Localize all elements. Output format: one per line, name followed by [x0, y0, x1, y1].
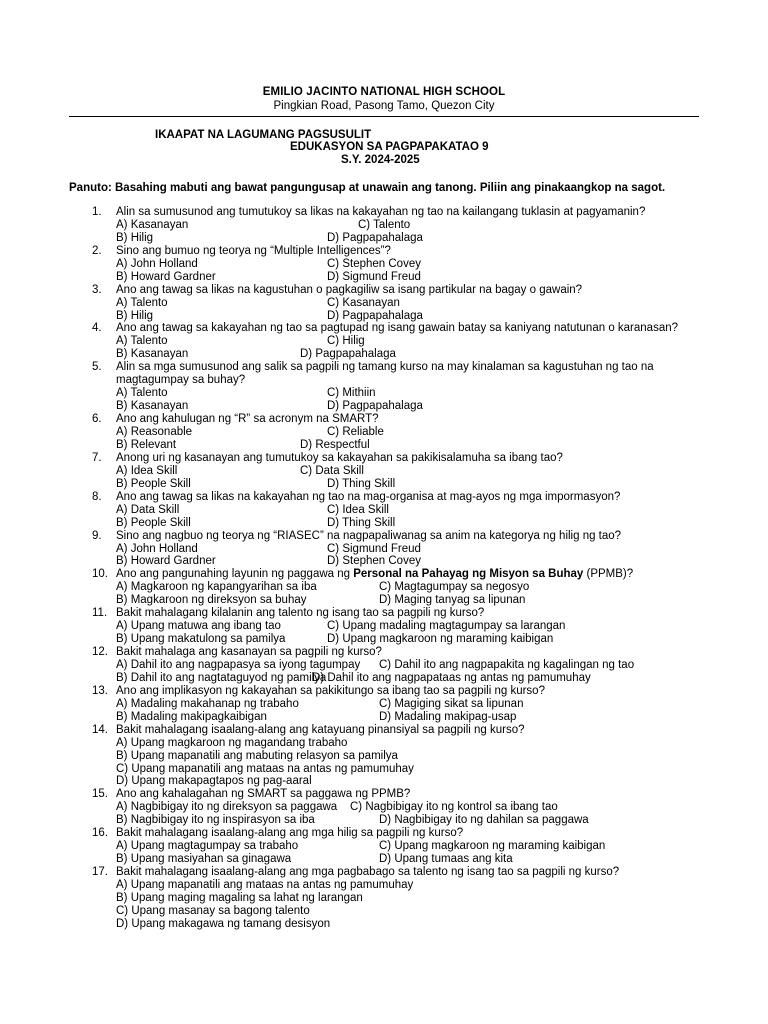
school-address: Pingkian Road, Pasong Tamo, Quezon City: [273, 100, 495, 112]
option-c: C) Mithiin: [327, 387, 376, 400]
option-a: A) Data Skill: [116, 503, 180, 516]
option-b: B) People Skill: [116, 477, 191, 490]
question-text: Sino ang nagbuo ng teorya ng “RIASEC” na nagpapaliwanag sa anim na kategorya ng hilig ng tao?: [116, 529, 622, 542]
option-d: D) Dahil ito ang nagpapataas ng antas ng pamumuhay: [312, 671, 591, 684]
question-number: 3.: [92, 283, 102, 296]
school-name: EMILIO JACINTO NATIONAL HIGH SCHOOL: [262, 86, 506, 98]
question-text-end: (PPMB)?: [583, 568, 634, 581]
question-text: Bakit mahalagang isaalang-alang ang katayuang pinansiyal sa pagpili ng kurso?: [116, 723, 525, 736]
option-c: C) Kasanayan: [327, 296, 400, 309]
option-a: A) Idea Skill: [116, 464, 178, 477]
header-divider: [69, 116, 699, 117]
option-b: B) Magkaroon ng direksyon sa buhay: [116, 594, 307, 607]
option-d: D) Sigmund Freud: [327, 270, 421, 283]
option-c: C) Stephen Covey: [327, 257, 421, 270]
option-d: D) Thing Skill: [327, 477, 396, 490]
question-text: Ano ang kahalagahan ng SMART sa paggawa ng PPMB?: [116, 788, 411, 801]
option-d: D) Upang tumaas ang kita: [379, 853, 513, 866]
question-item: [0, 206, 768, 245]
option-d: D) Pagpapahalaga: [300, 348, 396, 361]
option-b: B) Upang mapanatili ang mabuting relasyon sa pamilya: [116, 749, 398, 762]
question-text: Alin sa sumusunod ang tumutukoy sa likas na kakayahan ng tao na kailangang tuklasin at pagyamanin?: [116, 206, 646, 218]
option-b: B) Dahil ito ang nagtataguyod ng pamilya: [116, 671, 327, 684]
option-c: C) Upang mapanatili ang mataas na antas ng pamumuhay: [116, 762, 414, 775]
option-b: B) Hilig: [116, 231, 154, 244]
option-d: D) Maging tanyag sa lipunan: [379, 594, 526, 607]
question-text: Ano ang implikasyon ng kakayahan sa pakikitungo sa ibang tao sa pagpili ng kurso?: [116, 684, 545, 697]
option-c: C) Talento: [358, 218, 411, 231]
option-d: D) Upang makapagtapos ng pag-aaral: [116, 775, 312, 788]
exam-title: IKAAPAT NA LAGUMANG PAGSUSULIT: [155, 129, 372, 141]
option-a: A) Kasanayan: [116, 218, 189, 231]
option-c: C) Magiging sikat sa lipunan: [379, 697, 524, 710]
question-item: [0, 530, 768, 569]
option-a: A) Upang magtagumpay sa trabaho: [116, 840, 299, 853]
question-number: 11.: [92, 607, 108, 620]
school-year: S.Y. 2024-2025: [341, 154, 420, 166]
question-item: [0, 724, 768, 789]
option-b: B) People Skill: [116, 516, 191, 529]
option-b: B) Hilig: [116, 309, 154, 322]
question-item: [0, 788, 768, 827]
option-c: C) Nagbibigay ito ng kontrol sa ibang tao: [350, 801, 558, 814]
option-b: B) Relevant: [116, 438, 177, 451]
option-d: D) Pagpapahalaga: [327, 309, 423, 322]
question-number: 2.: [92, 244, 102, 257]
option-a: A) Talento: [116, 335, 168, 348]
option-d: D) Upang magkaroon ng maraming kaibigan: [327, 633, 554, 646]
question-item: [0, 284, 768, 323]
option-c: C) Upang madaling magtagumpay sa larangan: [327, 620, 566, 633]
subject-title: EDUKASYON SA PAGPAPAKATAO 9: [290, 141, 489, 153]
option-d: D) Nagbibigay ito ng dahilan sa paggawa: [379, 814, 589, 827]
option-c: C) Reliable: [327, 426, 384, 439]
question-number: 13.: [92, 684, 108, 697]
question-text: Alin sa mga sumusunod ang salik sa pagpili ng tamang kurso na may kinalaman sa kagustuhan ng tao na magtagumpay sa buhay?: [116, 361, 654, 387]
question-item: [0, 568, 768, 607]
option-c: C) Magtagumpay sa negosyo: [379, 581, 530, 594]
option-b: B) Kasanayan: [116, 348, 189, 361]
option-a: A) Reasonable: [116, 426, 193, 439]
question-text: Bakit mahalaga ang kasanayan sa pagpili ng kurso?: [116, 646, 382, 659]
option-d: D) Upang makagawa ng tamang desisyon: [116, 917, 331, 930]
option-c: C) Data Skill: [300, 464, 364, 477]
question-text: Ano ang tawag sa likas na kakayahan ng tao na mag-organisa at mag-ayos ng mga impormasyon?: [116, 490, 621, 503]
option-a: A) Talento: [116, 387, 168, 400]
option-b: B) Howard Gardner: [116, 270, 216, 283]
option-b: B) Upang masiyahan sa ginagawa: [116, 853, 292, 866]
question-number: 1.: [92, 206, 102, 218]
question-number: 6.: [92, 413, 102, 426]
instructions: Panuto: Basahing mabuti ang bawat pangungusap at unawain ang tanong. Piliin ang pinakaangkop na sagot.: [69, 182, 666, 194]
question-item: [0, 866, 768, 931]
question-item: [0, 685, 768, 724]
option-b: B) Kasanayan: [116, 400, 189, 413]
question-text: Bakit mahalagang isaalang-alang ang mga hilig sa pagpili ng kurso?: [116, 827, 464, 840]
question-item: [0, 452, 768, 491]
option-a: A) John Holland: [116, 257, 198, 270]
question-text: Bakit mahalagang kilalanin ang talento ng isang tao sa pagpili ng kurso?: [116, 607, 485, 620]
question-number: 7.: [92, 451, 102, 464]
option-c: C) Dahil ito ang nagpapakita ng kagalingan ng tao: [379, 659, 635, 672]
option-a: A) Madaling makahanap ng trabaho: [116, 697, 299, 710]
option-d: D) Stephen Covey: [327, 555, 421, 568]
option-a: A) Talento: [116, 296, 168, 309]
option-b: B) Madaling makipagkaibigan: [116, 710, 267, 723]
question-number: 17.: [92, 866, 108, 879]
question-text: Ano ang pangunahing layunin ng paggawa ng: [116, 568, 354, 581]
option-a: A) Upang matuwa ang ibang tao: [116, 620, 281, 633]
question-item: [0, 413, 768, 452]
question-text-emphasis: Personal na Pahayag ng Misyon sa Buhay: [353, 568, 584, 581]
option-d: D) Respectful: [300, 438, 370, 451]
question-item: [0, 322, 768, 361]
question-item: [0, 827, 768, 866]
question-number: 14.: [92, 723, 108, 736]
question-number: 12.: [92, 646, 108, 659]
option-b: B) Upang maging magaling sa lahat ng larangan: [116, 891, 363, 904]
option-b: B) Upang makatulong sa pamilya: [116, 633, 286, 646]
option-c: C) Upang magkaroon ng maraming kaibigan: [379, 840, 606, 853]
question-item: [0, 607, 768, 646]
question-text: Anong uri ng kasanayan ang tumutukoy sa kakayahan sa pakikisalamuha sa ibang tao?: [116, 451, 563, 464]
option-b: B) Howard Gardner: [116, 555, 216, 568]
option-a: A) Magkaroon ng kapangyarihan sa iba: [116, 581, 317, 594]
option-d: D) Madaling makipag-usap: [379, 710, 517, 723]
option-d: D) Pagpapahalaga: [327, 400, 423, 413]
question-text: Sino ang bumuo ng teorya ng “Multiple Intelligences”?: [116, 244, 391, 257]
question-item: [0, 491, 768, 530]
question-text: Ano ang kahulugan ng “R” sa acronym na SMART?: [116, 413, 379, 426]
question-text: Ano ang tawag sa kakayahan ng tao sa pagtupad ng isang gawain batay sa kaniyang natutunan o karanasan?: [116, 322, 679, 335]
question-number: 10.: [92, 568, 108, 581]
option-a: A) John Holland: [116, 542, 198, 555]
option-a: A) Dahil ito ang nagpapasya sa iyong tagumpay: [116, 659, 361, 672]
option-d: D) Pagpapahalaga: [327, 231, 423, 244]
question-text: Bakit mahalagang isaalang-alang ang mga pagbabago sa talento ng isang tao sa pagpili ng kurso?: [116, 866, 620, 879]
option-a: A) Upang magkaroon ng magandang trabaho: [116, 736, 348, 749]
question-list: [0, 206, 768, 931]
question-number: 9.: [92, 529, 102, 542]
option-a: A) Upang mapanatili ang mataas na antas ng pamumuhay: [116, 879, 414, 892]
option-c: C) Hilig: [327, 335, 365, 348]
option-b: B) Nagbibigay ito ng inspirasyon sa iba: [116, 814, 315, 827]
question-number: 16.: [92, 827, 108, 840]
question-item: [0, 646, 768, 685]
question-number: 4.: [92, 322, 102, 335]
question-text: Ano ang tawag sa likas na kagustuhan o pagkagiliw sa isang partikular na bagay o gawain?: [116, 283, 583, 296]
option-c: C) Upang masanay sa bagong talento: [116, 904, 310, 917]
question-item: [0, 245, 768, 284]
option-c: C) Sigmund Freud: [327, 542, 421, 555]
question-number: 8.: [92, 490, 102, 503]
question-number: 5.: [92, 361, 102, 374]
option-d: D) Thing Skill: [327, 516, 396, 529]
question-number: 15.: [92, 788, 108, 801]
question-item: [0, 361, 768, 413]
option-c: C) Idea Skill: [327, 503, 389, 516]
option-a: A) Nagbibigay ito ng direksyon sa paggawa: [116, 801, 338, 814]
